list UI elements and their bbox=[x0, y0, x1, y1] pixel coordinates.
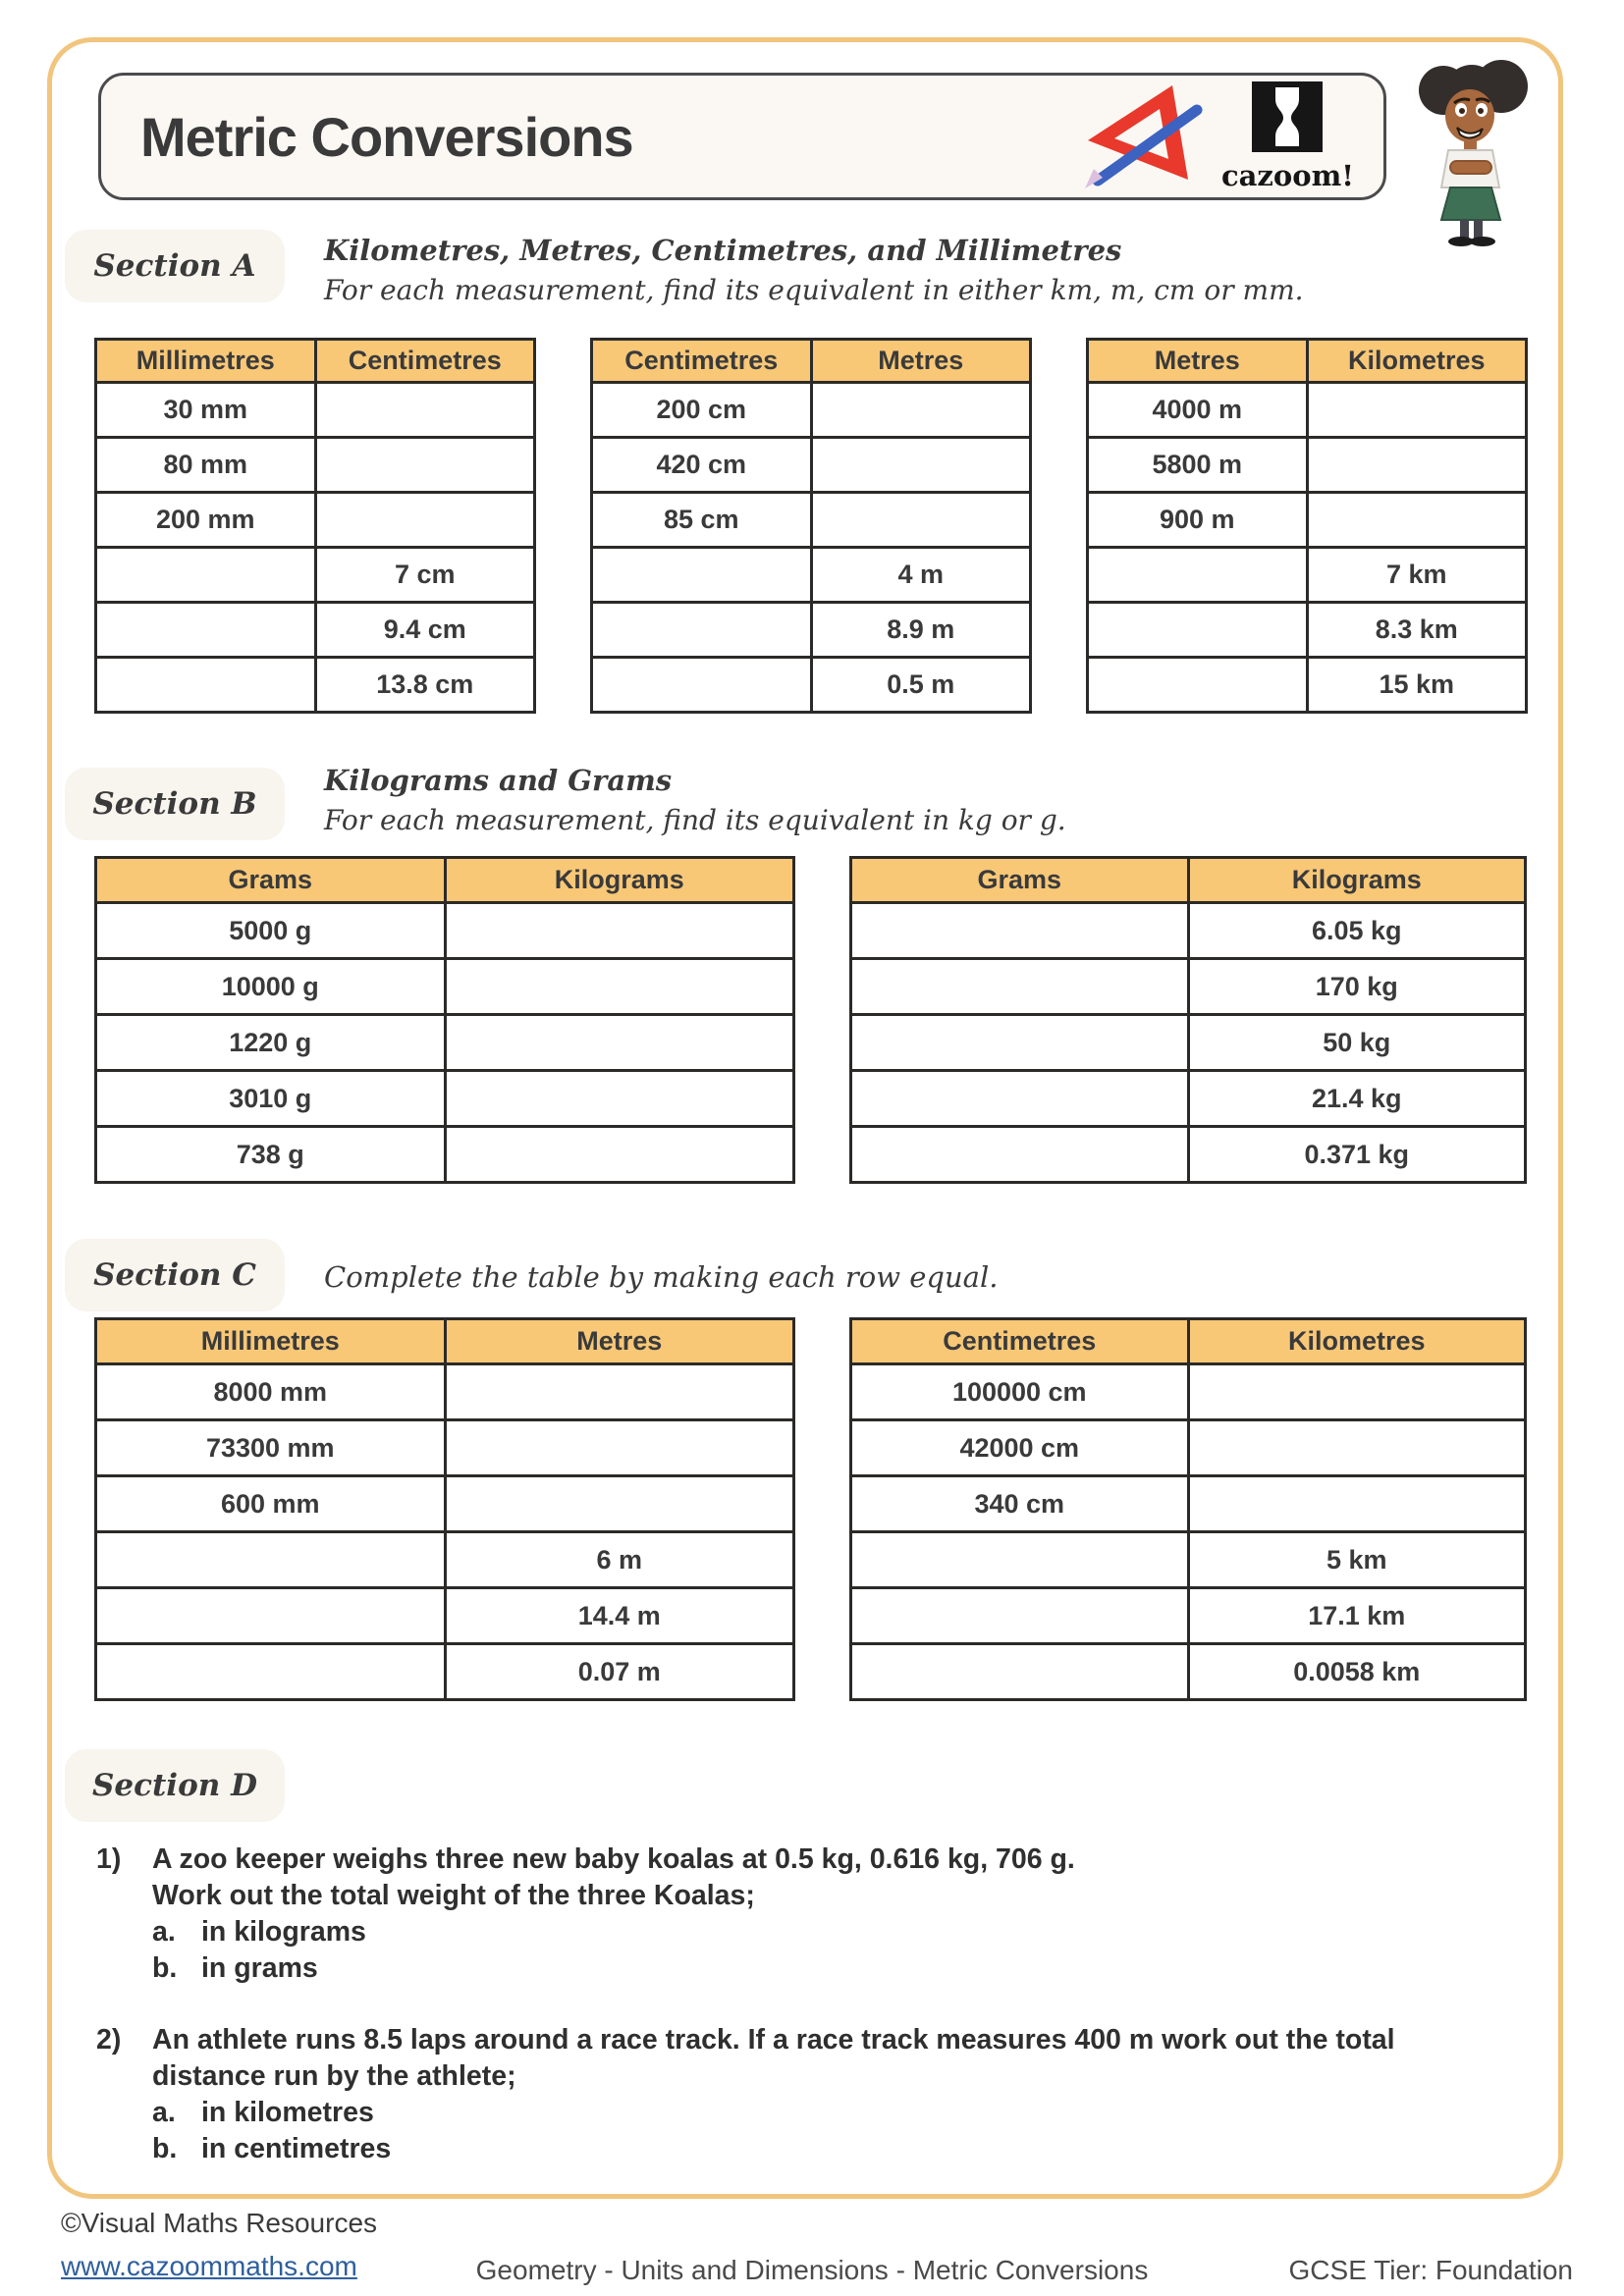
value-cell: 10000 g bbox=[96, 959, 446, 1015]
subitem-text: in grams bbox=[201, 1952, 318, 1984]
answer-cell bbox=[811, 438, 1031, 493]
table-row bbox=[96, 959, 794, 1015]
column-header: Kilometres bbox=[1307, 340, 1527, 383]
answer-cell bbox=[1188, 1364, 1526, 1420]
value-cell: 4000 m bbox=[1088, 383, 1308, 438]
value-cell: 14.4 m bbox=[445, 1588, 794, 1644]
value-cell: 6.05 kg bbox=[1188, 903, 1526, 959]
section-label-text: Section D bbox=[92, 1768, 257, 1803]
section-a-instruction: For each measurement, find its equivalent in either km, m, cm or mm. bbox=[324, 274, 1304, 306]
section-b-tables bbox=[94, 856, 1527, 1184]
goblet-icon bbox=[1252, 81, 1323, 157]
table-row bbox=[96, 1015, 794, 1071]
section-c-label bbox=[65, 1239, 285, 1311]
section-label-text: Section B bbox=[92, 786, 257, 822]
answer-cell bbox=[445, 1127, 794, 1183]
answer-cell bbox=[445, 1476, 794, 1532]
answer-cell bbox=[1188, 1476, 1526, 1532]
question-subitem bbox=[152, 1914, 1075, 1950]
subitem-text: in centimetres bbox=[201, 2133, 392, 2164]
section-label-text: Section A bbox=[93, 248, 256, 284]
value-cell: 9.4 cm bbox=[315, 603, 535, 658]
answer-cell bbox=[445, 1420, 794, 1476]
question-number: 2) bbox=[96, 2024, 122, 2056]
table-row bbox=[1088, 603, 1527, 658]
answer-cell bbox=[96, 1532, 446, 1588]
table-row bbox=[96, 1071, 794, 1127]
value-cell: 5 km bbox=[1188, 1532, 1526, 1588]
value-cell: 340 cm bbox=[851, 1476, 1189, 1532]
table-row bbox=[851, 1532, 1526, 1588]
logo-text: cazoom! bbox=[1220, 158, 1354, 192]
table-row bbox=[96, 1364, 794, 1420]
value-cell: 200 cm bbox=[592, 383, 812, 438]
table-header-row bbox=[851, 858, 1526, 903]
value-cell: 100000 cm bbox=[851, 1364, 1189, 1420]
answer-cell bbox=[851, 1127, 1189, 1183]
table-row bbox=[1088, 548, 1527, 603]
centimetres-metres-table bbox=[590, 338, 1032, 714]
value-cell: 420 cm bbox=[592, 438, 812, 493]
table-row bbox=[96, 383, 535, 438]
table-row bbox=[851, 1015, 1526, 1071]
value-cell: 80 mm bbox=[96, 438, 316, 493]
question-body bbox=[152, 1842, 1075, 1987]
section-b-title: Kilograms and Grams bbox=[324, 764, 673, 797]
column-header: Kilometres bbox=[1188, 1319, 1526, 1364]
value-cell: 42000 cm bbox=[851, 1420, 1189, 1476]
answer-cell bbox=[96, 658, 316, 713]
table-row bbox=[592, 548, 1031, 603]
answer-cell bbox=[315, 493, 535, 548]
worksheet-breadcrumb: Geometry - Units and Dimensions - Metric Conversions bbox=[475, 2255, 1149, 2285]
question-line: Work out the total weight of the three Koalas; bbox=[152, 1880, 755, 1911]
cazoom-logo bbox=[1082, 80, 1354, 194]
answer-cell bbox=[96, 1644, 446, 1700]
answer-cell bbox=[811, 383, 1031, 438]
question-line: distance run by the athlete; bbox=[152, 2060, 516, 2092]
millimetres-metres-table bbox=[94, 1317, 795, 1701]
website-link[interactable]: www.cazoommaths.com bbox=[61, 2251, 357, 2281]
title-box bbox=[98, 73, 1386, 200]
value-cell: 600 mm bbox=[96, 1476, 446, 1532]
student-character-illustration bbox=[1411, 59, 1539, 252]
table-row bbox=[592, 493, 1031, 548]
answer-cell bbox=[1307, 438, 1527, 493]
answer-cell bbox=[851, 903, 1189, 959]
column-header: Centimetres bbox=[851, 1319, 1189, 1364]
table-row bbox=[96, 1127, 794, 1183]
value-cell: 50 kg bbox=[1188, 1015, 1526, 1071]
column-header: Kilograms bbox=[1188, 858, 1526, 903]
value-cell: 0.07 m bbox=[445, 1644, 794, 1700]
column-header: Metres bbox=[445, 1319, 794, 1364]
table-row bbox=[592, 383, 1031, 438]
value-cell: 0.371 kg bbox=[1188, 1127, 1526, 1183]
section-a-label bbox=[65, 230, 285, 302]
table-row bbox=[851, 1644, 1526, 1700]
value-cell: 15 km bbox=[1307, 658, 1527, 713]
subitem-text: in kilograms bbox=[201, 1916, 366, 1948]
answer-cell bbox=[315, 438, 535, 493]
table-row bbox=[96, 1420, 794, 1476]
value-cell: 85 cm bbox=[592, 493, 812, 548]
value-cell: 17.1 km bbox=[1188, 1588, 1526, 1644]
question-subitem bbox=[152, 2131, 1395, 2167]
answer-cell bbox=[445, 903, 794, 959]
column-header: Millimetres bbox=[96, 1319, 446, 1364]
section-a-title: Kilometres, Metres, Centimetres, and Millimetres bbox=[324, 234, 1122, 267]
table-row bbox=[96, 903, 794, 959]
section-c-tables bbox=[94, 1317, 1527, 1701]
answer-cell bbox=[851, 1071, 1189, 1127]
answer-cell bbox=[445, 1364, 794, 1420]
question-line: An athlete runs 8.5 laps around a race track. If a race track measures 400 m work out the total bbox=[152, 2024, 1395, 2056]
column-header: Grams bbox=[851, 858, 1189, 903]
value-cell: 900 m bbox=[1088, 493, 1308, 548]
value-cell: 5800 m bbox=[1088, 438, 1308, 493]
table-row bbox=[96, 1588, 794, 1644]
answer-cell bbox=[1088, 548, 1308, 603]
millimetres-centimetres-table bbox=[94, 338, 536, 714]
question-subitem bbox=[152, 1950, 1075, 1987]
question-2 bbox=[96, 2022, 1395, 2167]
value-cell: 1220 g bbox=[96, 1015, 446, 1071]
grams-kilograms-table-left bbox=[94, 856, 795, 1184]
question-subitem bbox=[152, 2095, 1395, 2131]
centimetres-kilometres-table bbox=[849, 1317, 1527, 1701]
answer-cell bbox=[851, 959, 1189, 1015]
question-number: 1) bbox=[96, 1843, 122, 1875]
section-label-text: Section C bbox=[93, 1257, 256, 1293]
table-row bbox=[1088, 438, 1527, 493]
grams-kilograms-table-right bbox=[849, 856, 1527, 1184]
answer-cell bbox=[96, 548, 316, 603]
table-row bbox=[851, 1588, 1526, 1644]
section-c-heading bbox=[324, 1260, 998, 1294]
metres-kilometres-table bbox=[1086, 338, 1528, 714]
answer-cell bbox=[851, 1588, 1189, 1644]
answer-cell bbox=[851, 1015, 1189, 1071]
table-header-row bbox=[592, 340, 1031, 383]
value-cell: 4 m bbox=[811, 548, 1031, 603]
table-header-row bbox=[1088, 340, 1527, 383]
table-row bbox=[592, 603, 1031, 658]
answer-cell bbox=[96, 1588, 446, 1644]
table-row bbox=[851, 1127, 1526, 1183]
answer-cell bbox=[851, 1644, 1189, 1700]
value-cell: 200 mm bbox=[96, 493, 316, 548]
table-header-row bbox=[96, 340, 535, 383]
answer-cell bbox=[315, 383, 535, 438]
value-cell: 8.3 km bbox=[1307, 603, 1527, 658]
table-row bbox=[851, 1476, 1526, 1532]
column-header: Centimetres bbox=[592, 340, 812, 383]
column-header: Centimetres bbox=[315, 340, 535, 383]
column-header: Kilograms bbox=[445, 858, 794, 903]
answer-cell bbox=[445, 1015, 794, 1071]
column-header: Millimetres bbox=[96, 340, 316, 383]
table-header-row bbox=[96, 858, 794, 903]
table-row bbox=[96, 658, 535, 713]
table-row bbox=[1088, 493, 1527, 548]
section-b-heading bbox=[324, 764, 1066, 836]
value-cell: 5000 g bbox=[96, 903, 446, 959]
table-row bbox=[96, 603, 535, 658]
section-b-instruction: For each measurement, find its equivalent in kg or g. bbox=[324, 804, 1066, 836]
answer-cell bbox=[445, 959, 794, 1015]
value-cell: 13.8 cm bbox=[315, 658, 535, 713]
table-row bbox=[1088, 383, 1527, 438]
answer-cell bbox=[592, 658, 812, 713]
value-cell: 3010 g bbox=[96, 1071, 446, 1127]
table-row bbox=[96, 438, 535, 493]
value-cell: 738 g bbox=[96, 1127, 446, 1183]
tier-label: GCSE Tier: Foundation bbox=[1288, 2255, 1573, 2285]
table-row bbox=[592, 438, 1031, 493]
table-header-row bbox=[96, 1319, 794, 1364]
section-a-tables bbox=[94, 338, 1528, 714]
copyright-text: ©Visual Maths Resources bbox=[61, 2208, 378, 2238]
logo-mark bbox=[1221, 81, 1354, 192]
answer-cell bbox=[1307, 493, 1527, 548]
answer-cell bbox=[592, 548, 812, 603]
value-cell: 7 km bbox=[1307, 548, 1527, 603]
section-d-label bbox=[65, 1749, 285, 1822]
value-cell: 30 mm bbox=[96, 383, 316, 438]
section-c-instruction: Complete the table by making each row equal. bbox=[324, 1260, 999, 1294]
value-cell: 21.4 kg bbox=[1188, 1071, 1526, 1127]
question-line: A zoo keeper weighs three new baby koalas at 0.5 kg, 0.616 kg, 706 g. bbox=[152, 1843, 1075, 1875]
value-cell: 7 cm bbox=[315, 548, 535, 603]
column-header: Grams bbox=[96, 858, 446, 903]
table-row bbox=[96, 1644, 794, 1700]
table-row bbox=[1088, 658, 1527, 713]
subitem-text: in kilometres bbox=[201, 2097, 374, 2128]
table-row bbox=[96, 548, 535, 603]
subitem-letter: a. bbox=[152, 2097, 176, 2128]
answer-cell bbox=[96, 603, 316, 658]
section-a-heading bbox=[324, 234, 1304, 306]
subitem-letter: b. bbox=[152, 2133, 178, 2164]
table-row bbox=[96, 1476, 794, 1532]
answer-cell bbox=[1088, 658, 1308, 713]
column-header: Metres bbox=[1088, 340, 1308, 383]
table-row bbox=[96, 1532, 794, 1588]
value-cell: 0.0058 km bbox=[1188, 1644, 1526, 1700]
table-row bbox=[851, 1071, 1526, 1127]
section-b-label bbox=[65, 768, 285, 840]
value-cell: 73300 mm bbox=[96, 1420, 446, 1476]
column-header: Metres bbox=[811, 340, 1031, 383]
answer-cell bbox=[811, 493, 1031, 548]
value-cell: 8000 mm bbox=[96, 1364, 446, 1420]
table-row bbox=[96, 493, 535, 548]
value-cell: 6 m bbox=[445, 1532, 794, 1588]
table-row bbox=[592, 658, 1031, 713]
answer-cell bbox=[445, 1071, 794, 1127]
table-row bbox=[851, 1420, 1526, 1476]
page-title: Metric Conversions bbox=[140, 105, 633, 168]
answer-cell bbox=[1307, 383, 1527, 438]
value-cell: 0.5 m bbox=[811, 658, 1031, 713]
subitem-letter: b. bbox=[152, 1952, 178, 1984]
table-row bbox=[851, 903, 1526, 959]
value-cell: 8.9 m bbox=[811, 603, 1031, 658]
table-header-row bbox=[851, 1319, 1526, 1364]
answer-cell bbox=[851, 1532, 1189, 1588]
table-row bbox=[851, 1364, 1526, 1420]
subitem-letter: a. bbox=[152, 1916, 176, 1948]
table-row bbox=[851, 959, 1526, 1015]
value-cell: 170 kg bbox=[1188, 959, 1526, 1015]
question-body bbox=[152, 2022, 1395, 2167]
answer-cell bbox=[1188, 1420, 1526, 1476]
set-square-pencil-icon bbox=[1082, 80, 1208, 194]
answer-cell bbox=[592, 603, 812, 658]
question-1 bbox=[96, 1842, 1075, 1987]
answer-cell bbox=[1088, 603, 1308, 658]
